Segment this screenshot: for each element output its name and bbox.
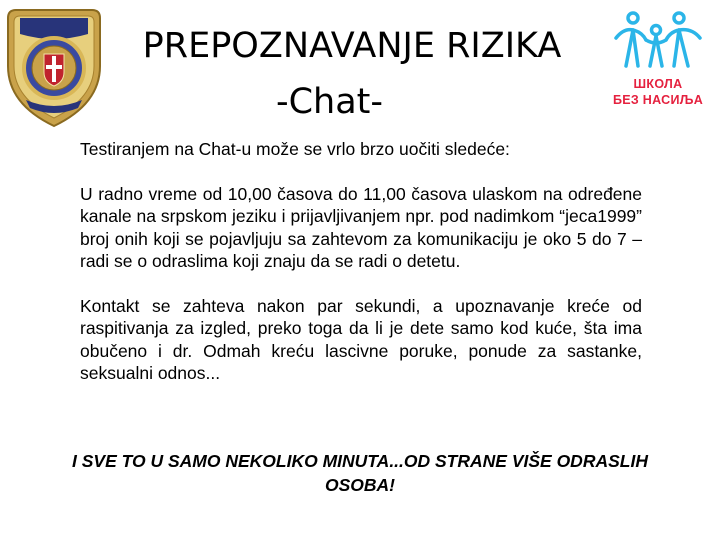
ministry-police-badge-icon bbox=[4, 4, 104, 129]
paragraph-1: U radno vreme od 10,00 časova do 11,00 časova ulaskom na određene kanale na srpskom jeziku i prijavljivanjem npr. pod nadimkom “jeca1999” broj onih koji se pojavljuju sa zahtevom za komunikaciju je oko 5 do 7 – radi se o odraslima koji znaju da se radi o detetu. bbox=[80, 183, 642, 271]
title-line-2: -Chat- bbox=[275, 82, 384, 122]
body-text bbox=[80, 138, 642, 385]
logo-text-line-1: ШКОЛА bbox=[633, 77, 683, 91]
intro-paragraph: Testiranjem na Chat-u može se vrlo brzo uočiti sledeće: bbox=[80, 139, 510, 159]
closing-statement: I SVE TO U SAMO NEKOLIKO MINUTA...OD STRANE VIŠE ODRASLIH OSOBA! bbox=[72, 451, 648, 495]
school-without-violence-logo-icon bbox=[602, 6, 714, 114]
paragraph-2: Kontakt se zahteva nakon par sekundi, a upoznavanje kreće od raspitivanja za izgled, preko toga da li je dete samo kod kuće, šta ima obučeno i dr. Odmah kreću lascivne poruke, ponude za sastanke, seksualni odnos... bbox=[80, 295, 642, 383]
logo-text bbox=[602, 76, 714, 108]
logo-text-line-2: БЕЗ НАСИЉА bbox=[612, 93, 704, 107]
title-line-1: PREPOZNAVANJE RIZIKA bbox=[142, 26, 562, 66]
page-title bbox=[112, 18, 592, 130]
